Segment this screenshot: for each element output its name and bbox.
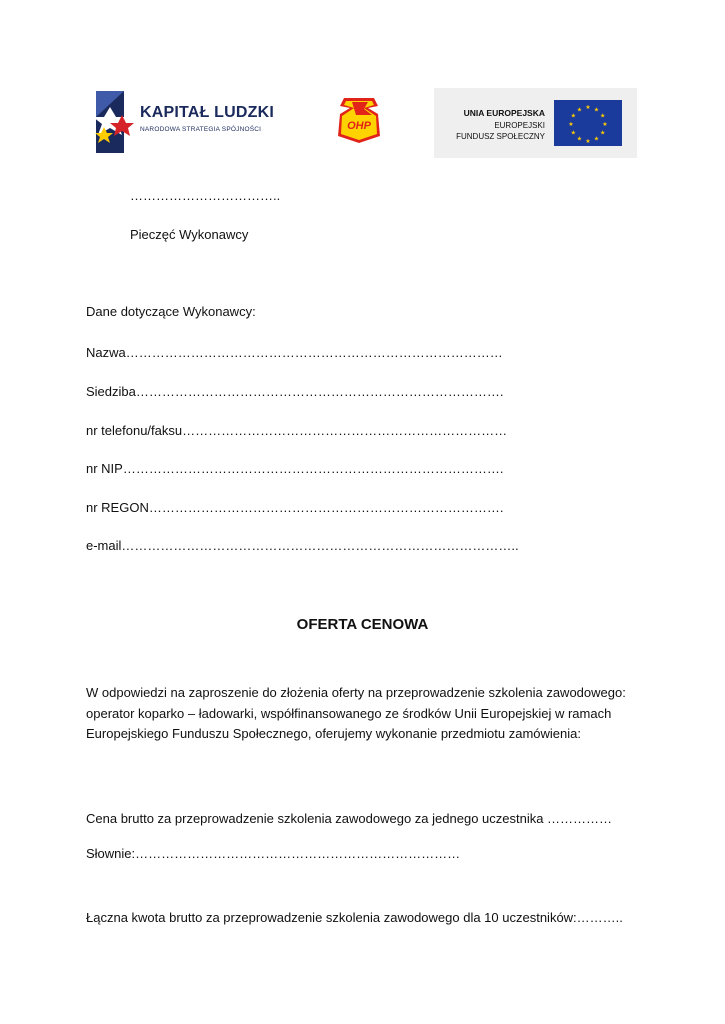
svg-text:★: ★ <box>570 129 576 137</box>
price-per-participant-line: Cena brutto za przeprowadzenie szkolenia zawodowego za jednego uczestnika …………… <box>86 811 613 826</box>
kapital-ludzki-logo <box>92 87 277 155</box>
eu-fund-label-line1: EUROPEJSKI <box>494 121 545 130</box>
intro-paragraph: W odpowiedzi na zaproszenie do złożenia oferty na przeprowadzenie szkolenia zawodowego: operator koparko – ładowarki, współfinansowanego ze środków Unii Europejskiej w ramach Europejskiego Funduszu Społecznego, oferujemy wykonanie przedmiotu zamówienia: <box>86 685 626 741</box>
svg-text:★: ★ <box>576 106 583 114</box>
phone-fax-field: nr telefonu/faksu………………………………………………………………… <box>86 423 508 438</box>
kapital-ludzki-title: KAPITAŁ LUDZKI <box>140 104 275 121</box>
price-in-words-line: Słownie:………………………………………………………………… <box>86 846 461 861</box>
stamp-placeholder-line: …………………………….. <box>130 188 281 203</box>
eu-fund-label-line2: FUNDUSZ SPOŁECZNY <box>456 132 545 141</box>
document-title: OFERTA CENOWA <box>296 616 429 633</box>
name-field: Nazwa…………………………………………………………………………… <box>86 345 503 360</box>
svg-text:★: ★ <box>568 121 574 128</box>
email-field: e-mail……………………………………………………………………………….. <box>86 538 519 553</box>
nip-field: nr NIP……………………………………………………………………………. <box>86 461 504 476</box>
svg-text:★: ★ <box>602 121 608 128</box>
eu-logo <box>434 88 637 158</box>
ohp-logo <box>334 96 384 144</box>
svg-text:★: ★ <box>570 112 576 120</box>
svg-text:★: ★ <box>600 129 606 137</box>
svg-text:★: ★ <box>576 135 583 143</box>
kapital-ludzki-subtitle: NARODOWA STRATEGIA SPÓJNOŚCI <box>140 126 262 133</box>
regon-field: nr REGON………………………………………………………………………. <box>86 500 504 515</box>
eu-union-label: UNIA EUROPEJSKA <box>463 108 545 118</box>
total-price-line: Łączna kwota brutto za przeprowadzenie szkolenia zawodowego dla 10 uczestników:……….. <box>86 910 623 925</box>
svg-text:★: ★ <box>593 106 600 114</box>
ohp-text: OHP <box>347 120 371 132</box>
svg-text:★: ★ <box>585 138 591 145</box>
contractor-data-heading: Dane dotyczące Wykonawcy: <box>86 304 256 319</box>
eu-flag-icon <box>554 100 622 146</box>
svg-text:★: ★ <box>600 112 606 120</box>
kapital-ludzki-emblem-icon <box>92 87 138 155</box>
svg-text:★: ★ <box>585 104 591 111</box>
stamp-label: Pieczęć Wykonawcy <box>130 227 249 242</box>
svg-text:★: ★ <box>593 135 600 143</box>
address-field: Siedziba…………………………………………………………………………. <box>86 384 504 399</box>
